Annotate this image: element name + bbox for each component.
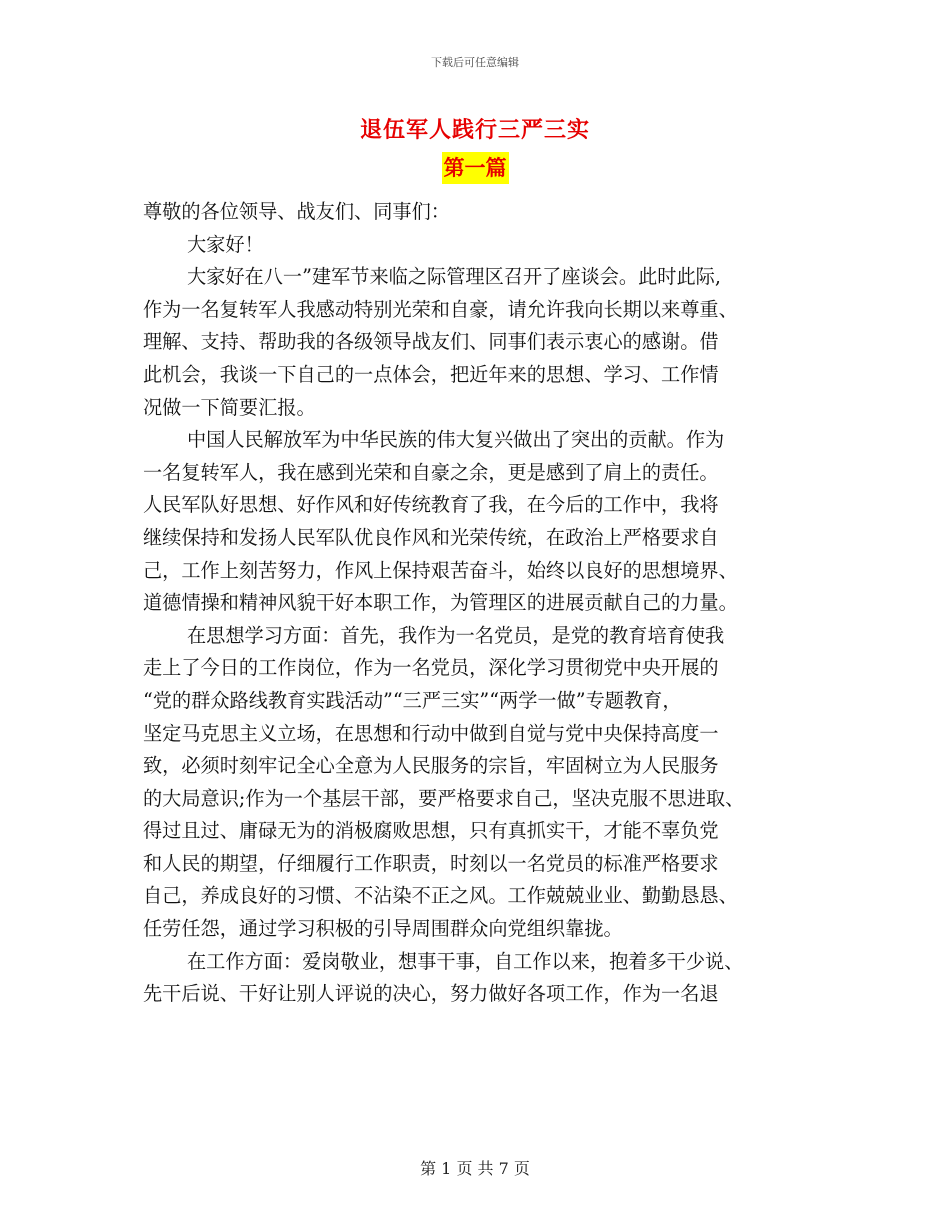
body-line: 的大局意识;作为一个基层干部，要严格要求自己，坚决克服不思进取、 xyxy=(143,786,745,810)
body-line: 坚定马克思主义立场，在思想和行动中做到自觉与党中央保持高度一 xyxy=(143,721,719,745)
body-line: 致，必须时刻牢记全心全意为人民服务的宗旨，牢固树立为人民服务 xyxy=(143,754,719,778)
body-line: 继续保持和发扬人民军队优良作风和光荣传统，在政治上严格要求自 xyxy=(143,525,719,549)
body-line: 作为一名复转军人我感动特别光荣和自豪，请允许我向长期以来尊重、 xyxy=(143,297,738,321)
body-line: 己，工作上刻苦努力，作风上保持艰苦奋斗，始终以良好的思想境界、 xyxy=(143,558,738,582)
body-line: 大家好在八一”建军节来临之际管理区召开了座谈会。此时此际, xyxy=(187,265,721,289)
body-line: 自己，养成良好的习惯、不沾染不正之风。工作兢兢业业、勤勤恳恳、 xyxy=(143,884,738,908)
section-subtitle: 第一篇 xyxy=(442,152,509,184)
body-line: 和人民的期望，仔细履行工作职责，时刻以一名党员的标准严格要求 xyxy=(143,851,719,875)
body-line: 走上了今日的工作岗位，作为一名党员，深化学习贯彻党中央开展的 xyxy=(143,656,719,680)
document-title: 退伍军人践行三严三实 xyxy=(359,118,590,143)
body-line: 在工作方面：爱岗敬业，想事干事，自工作以来，抱着多干少说、 xyxy=(187,949,744,973)
body-line: 先干后说、干好让别人评说的决心，努力做好各项工作，作为一名退 xyxy=(143,982,719,1006)
body-line: 大家好！ xyxy=(187,232,264,256)
body-line: 任劳任怨，通过学习积极的引导周围群众向党组织靠拢。 xyxy=(143,917,623,941)
body-line: “党的群众路线教育实践活动”“三严三实”“两学一做”专题教育， xyxy=(143,688,682,712)
subtitle-container xyxy=(0,152,950,184)
body-line: 在思想学习方面：首先，我作为一名党员，是党的教育培育使我 xyxy=(187,623,725,647)
page-footer: 第 1 页 共 7 页 xyxy=(420,1159,530,1178)
header-note: 下载后可任意编辑 xyxy=(431,56,519,69)
body-line: 人民军队好思想、好作风和好传统教育了我，在今后的工作中，我将 xyxy=(143,493,719,517)
body-line: 此机会，我谈一下自己的一点体会，把近年来的思想、学习、工作情 xyxy=(143,362,719,386)
body-line: 尊敬的各位领导、战友们、同事们： xyxy=(143,200,450,223)
body-line: 理解、支持、帮助我的各级领导战友们、同事们表示衷心的感谢。借 xyxy=(143,330,719,354)
body-line: 况做一下简要汇报。 xyxy=(143,395,316,419)
body-line: 一名复转军人，我在感到光荣和自豪之余，更是感到了肩上的责任。 xyxy=(143,460,719,484)
body-line: 中国人民解放军为中华民族的伟大复兴做出了突出的贡献。作为 xyxy=(187,428,725,452)
body-line: 道德情操和精神风貌干好本职工作，为管理区的进展贡献自己的力量。 xyxy=(143,591,738,615)
body-line: 得过且过、庸碌无为的消极腐败思想，只有真抓实干，才能不辜负党 xyxy=(143,819,719,843)
body-text xyxy=(143,196,813,1011)
